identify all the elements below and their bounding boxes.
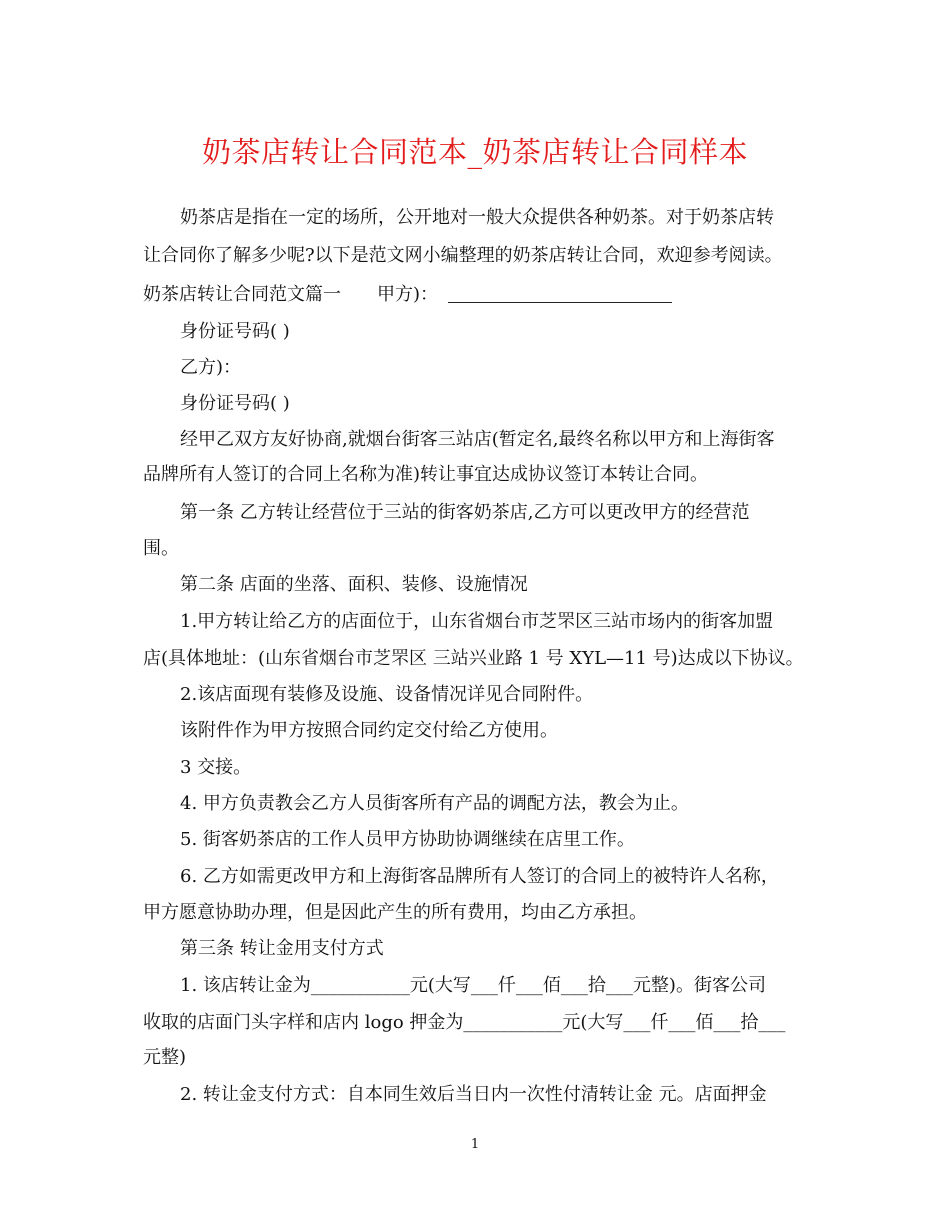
article-heading: 第二条 店面的坐落、面积、装修、设施情况 (180, 574, 528, 595)
party-a-label: 甲方)： (377, 284, 439, 305)
paragraph-line: 店(具体地址：(山东省烟台市芝罘区 三站兴业路 1 号 XYL—11 号)达成以下协议。 (143, 648, 804, 669)
paragraph-line: 乙方)： (180, 357, 242, 378)
paragraph-line: 身份证号码( ) (180, 393, 290, 414)
document-title: 奶茶店转让合同范本_奶茶店转让合同样本 (201, 135, 748, 169)
paragraph-line: 5. 街客奶茶店的工作人员甲方协助协调继续在店里工作。 (180, 829, 635, 850)
paragraph-line: 围。 (143, 538, 179, 559)
article-heading: 第一条 乙方转让经营位于三站的街客奶茶店,乙方可以更改甲方的经营范 (180, 502, 750, 523)
paragraph-line: 甲方愿意协助办理，但是因此产生的所有费用，均由乙方承担。 (143, 902, 647, 923)
paragraph-line: 让合同你了解多少呢?以下是范文网小编整理的奶茶店转让合同，欢迎参考阅读。 (143, 245, 783, 266)
sample-heading: 奶茶店转让合同范文篇一 (143, 284, 341, 305)
paragraph-line: 4. 甲方负责教会乙方人员街客所有产品的调配方法，教会为止。 (180, 793, 689, 814)
paragraph-line: 品牌所有人签订的合同上名称为准)转让事宜达成协议签订本转让合同。 (143, 464, 709, 485)
article-heading: 第三条 转让金用支付方式 (180, 938, 384, 959)
page-number: 1 (470, 1137, 480, 1152)
paragraph-line: 收取的店面门头字样和店内 logo 押金为___________元(大写___仟___佰___拾___ (143, 1012, 786, 1033)
paragraph-line: 奶茶店是指在一定的场所，公开地对一般大众提供各种奶茶。对于奶茶店转 (180, 207, 774, 228)
paragraph-line: 身份证号码( ) (180, 321, 290, 342)
paragraph-line: 1. 该店转让金为___________元(大写___仟___佰___拾___元整)。街客公司 (180, 975, 766, 996)
paragraph-line: 经甲乙双方友好协商,就烟台街客三站店(暂定名,最终名称以甲方和上海街客 (180, 429, 775, 450)
paragraph-line: 该附件作为甲方按照合同约定交付给乙方使用。 (180, 720, 558, 741)
paragraph-line: 6. 乙方如需更改甲方和上海街客品牌所有人签订的合同上的被特许人名称， (180, 866, 779, 887)
paragraph-line: 2. 转让金支付方式：自本同生效后当日内一次性付清转让金 元。店面押金 (180, 1084, 767, 1105)
party-a-line (143, 283, 672, 307)
paragraph-line: 1.甲方转让给乙方的店面位于，山东省烟台市芝罘区三站市场内的街客加盟 (180, 611, 774, 632)
paragraph-line: 元整) (143, 1047, 187, 1068)
party-a-blank (448, 284, 672, 303)
paragraph-line: 2.该店面现有装修及设施、设备情况详见合同附件。 (180, 684, 594, 705)
paragraph-line: 3 交接。 (180, 757, 252, 778)
